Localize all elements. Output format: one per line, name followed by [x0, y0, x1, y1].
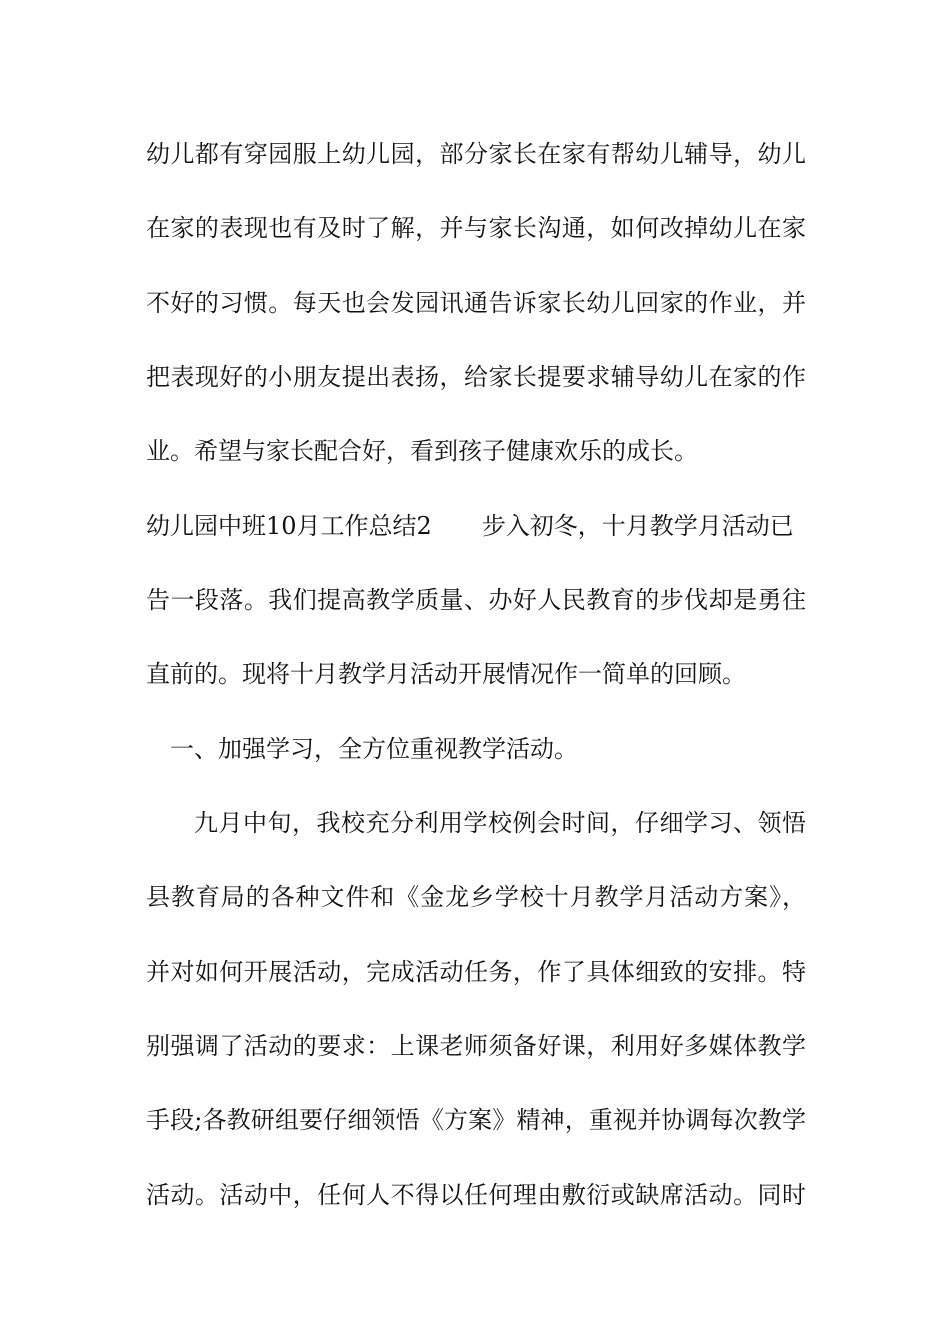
paragraph-line: 手段;各教研组要仔细领悟《方案》精神，重视并协调每次教学 — [146, 1106, 806, 1134]
paragraph-line: 活动。活动中，任何人不得以任何理由敷衍或缺席活动。同时 — [146, 1181, 806, 1209]
section-title-line — [146, 506, 806, 546]
paragraph-line: 九月中旬，我校充分利用学校例会时间，仔细学习、领悟 — [194, 809, 806, 837]
text-line: 幼儿都有穿园服上幼儿园，部分家长在家有帮幼儿辅导，幼儿 — [146, 140, 806, 168]
text-line: 不好的习惯。每天也会发园讯通告诉家长幼儿回家的作业，并 — [146, 289, 806, 317]
text-line: 业。希望与家长配合好，看到孩子健康欢乐的成长。 — [146, 437, 698, 465]
paragraph-line: 别强调了活动的要求：上课老师须备好课，利用好多媒体教学 — [146, 1032, 806, 1060]
text-line: 直前的。现将十月教学月活动开展情况作一简单的回顾。 — [146, 660, 746, 688]
paragraph-line: 并对如何开展活动，完成活动任务，作了具体细致的安排。特 — [146, 958, 806, 986]
section-intro: 步入初冬，十月教学月活动已 — [481, 512, 794, 540]
text-line: 在家的表现也有及时了解，并与家长沟通，如何改掉幼儿在家 — [146, 214, 806, 242]
text-line: 把表现好的小朋友提出表扬，给家长提要求辅导幼儿在家的作 — [146, 363, 806, 391]
paragraph-line: 县教育局的各种文件和《金龙乡学校十月教学月活动方案》， — [146, 883, 806, 911]
section-title: 幼儿园中班10月工作总结2 — [146, 512, 432, 540]
heading: 一、加强学习，全方位重视教学活动。 — [170, 735, 578, 763]
text-line: 告一段落。我们提高教学质量、办好人民教育的步伐却是勇往 — [146, 586, 806, 614]
